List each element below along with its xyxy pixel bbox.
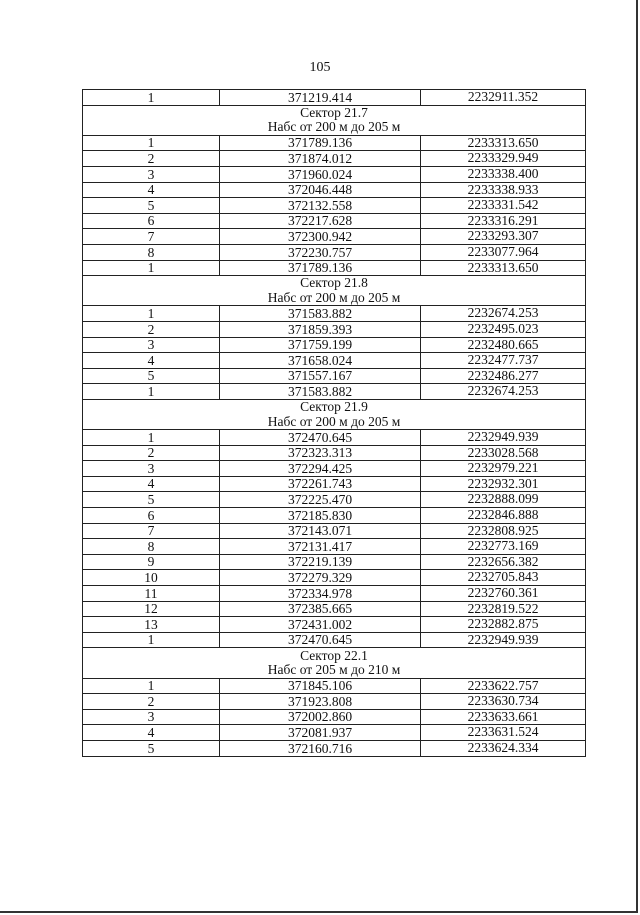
table-row <box>83 229 586 245</box>
x-coordinate: 371859.393 <box>220 321 421 337</box>
table-row <box>83 554 586 570</box>
sector-height-range: Набс от 200 м до 205 м <box>83 414 586 429</box>
x-coordinate: 372470.645 <box>220 632 421 648</box>
point-number: 1 <box>83 260 220 276</box>
point-number: 8 <box>83 244 220 260</box>
x-coordinate: 372143.071 <box>220 523 421 539</box>
point-number: 1 <box>83 632 220 648</box>
y-coordinate: 2232932.301 <box>421 476 586 492</box>
x-coordinate: 371219.414 <box>220 90 421 106</box>
y-coordinate: 2233329.949 <box>421 151 586 167</box>
point-number: 1 <box>83 430 220 446</box>
table-row <box>83 539 586 555</box>
table-row <box>83 725 586 741</box>
point-number: 2 <box>83 151 220 167</box>
x-coordinate: 372230.757 <box>220 244 421 260</box>
point-number: 13 <box>83 617 220 633</box>
y-coordinate: 2232495.023 <box>421 321 586 337</box>
y-coordinate: 2232656.382 <box>421 554 586 570</box>
x-coordinate: 372323.313 <box>220 445 421 461</box>
x-coordinate: 372385.665 <box>220 601 421 617</box>
x-coordinate: 372081.937 <box>220 725 421 741</box>
table-row <box>83 213 586 229</box>
point-number: 4 <box>83 353 220 369</box>
sector-title: Сектор 21.7 <box>83 105 586 120</box>
table-row <box>83 570 586 586</box>
y-coordinate: 2232674.253 <box>421 384 586 400</box>
sector-height-range-row <box>83 120 586 135</box>
table-row <box>83 445 586 461</box>
point-number: 1 <box>83 306 220 322</box>
sector-title-row <box>83 276 586 291</box>
x-coordinate: 371658.024 <box>220 353 421 369</box>
x-coordinate: 372279.329 <box>220 570 421 586</box>
sector-title-row <box>83 399 586 414</box>
table-row <box>83 709 586 725</box>
point-number: 7 <box>83 229 220 245</box>
point-number: 3 <box>83 461 220 477</box>
table-row <box>83 601 586 617</box>
point-number: 9 <box>83 554 220 570</box>
x-coordinate: 372219.139 <box>220 554 421 570</box>
table-row <box>83 321 586 337</box>
point-number: 6 <box>83 213 220 229</box>
sector-title: Сектор 22.1 <box>83 648 586 663</box>
point-number: 1 <box>83 384 220 400</box>
point-number: 5 <box>83 740 220 756</box>
point-number: 3 <box>83 709 220 725</box>
table-row <box>83 151 586 167</box>
y-coordinate: 2233633.661 <box>421 709 586 725</box>
y-coordinate: 2232477.737 <box>421 353 586 369</box>
sector-title: Сектор 21.9 <box>83 399 586 414</box>
coordinates-table-body <box>83 90 586 757</box>
x-coordinate: 372217.628 <box>220 213 421 229</box>
y-coordinate: 2232949.939 <box>421 430 586 446</box>
point-number: 7 <box>83 523 220 539</box>
table-row <box>83 617 586 633</box>
sector-height-range: Набс от 200 м до 205 м <box>83 291 586 306</box>
table-row <box>83 306 586 322</box>
x-coordinate: 372160.716 <box>220 740 421 756</box>
point-number: 1 <box>83 90 220 106</box>
table-row <box>83 244 586 260</box>
table-row <box>83 523 586 539</box>
x-coordinate: 372132.558 <box>220 198 421 214</box>
point-number: 8 <box>83 539 220 555</box>
x-coordinate: 371789.136 <box>220 260 421 276</box>
y-coordinate: 2232480.665 <box>421 337 586 353</box>
point-number: 4 <box>83 182 220 198</box>
y-coordinate: 2232674.253 <box>421 306 586 322</box>
table-row <box>83 384 586 400</box>
sector-height-range-row <box>83 414 586 429</box>
y-coordinate: 2232486.277 <box>421 368 586 384</box>
point-number: 1 <box>83 678 220 694</box>
table-row <box>83 182 586 198</box>
table-row <box>83 586 586 602</box>
point-number: 10 <box>83 570 220 586</box>
y-coordinate: 2233077.964 <box>421 244 586 260</box>
y-coordinate: 2233338.400 <box>421 166 586 182</box>
point-number: 5 <box>83 492 220 508</box>
x-coordinate: 372334.978 <box>220 586 421 602</box>
x-coordinate: 372002.860 <box>220 709 421 725</box>
x-coordinate: 372470.645 <box>220 430 421 446</box>
table-row <box>83 353 586 369</box>
x-coordinate: 372300.942 <box>220 229 421 245</box>
table-row <box>83 461 586 477</box>
x-coordinate: 372294.425 <box>220 461 421 477</box>
y-coordinate: 2232819.522 <box>421 601 586 617</box>
point-number: 1 <box>83 135 220 151</box>
point-number: 6 <box>83 508 220 524</box>
table-row <box>83 476 586 492</box>
y-coordinate: 2233313.650 <box>421 135 586 151</box>
y-coordinate: 2232773.169 <box>421 539 586 555</box>
sector-title-row <box>83 105 586 120</box>
sector-height-range: Набс от 200 м до 205 м <box>83 120 586 135</box>
x-coordinate: 372431.002 <box>220 617 421 633</box>
sector-height-range: Набс от 205 м до 210 м <box>83 663 586 678</box>
y-coordinate: 2232911.352 <box>421 90 586 106</box>
sector-title: Сектор 21.8 <box>83 276 586 291</box>
x-coordinate: 371759.199 <box>220 337 421 353</box>
table-row <box>83 492 586 508</box>
x-coordinate: 372225.470 <box>220 492 421 508</box>
point-number: 4 <box>83 476 220 492</box>
table-row <box>83 260 586 276</box>
table-row <box>83 337 586 353</box>
point-number: 2 <box>83 321 220 337</box>
table-row <box>83 368 586 384</box>
table-row <box>83 430 586 446</box>
y-coordinate: 2232979.221 <box>421 461 586 477</box>
y-coordinate: 2232888.099 <box>421 492 586 508</box>
x-coordinate: 371583.882 <box>220 384 421 400</box>
table-row <box>83 198 586 214</box>
y-coordinate: 2233622.757 <box>421 678 586 694</box>
table-row <box>83 90 586 106</box>
coordinates-table <box>82 89 586 757</box>
page-number: 105 <box>309 60 331 75</box>
y-coordinate: 2233331.542 <box>421 198 586 214</box>
table-row <box>83 508 586 524</box>
y-coordinate: 2233293.307 <box>421 229 586 245</box>
x-coordinate: 371583.882 <box>220 306 421 322</box>
point-number: 11 <box>83 586 220 602</box>
table-row <box>83 694 586 710</box>
table-row <box>83 135 586 151</box>
y-coordinate: 2232760.361 <box>421 586 586 602</box>
sector-height-range-row <box>83 663 586 678</box>
y-coordinate: 2233316.291 <box>421 213 586 229</box>
point-number: 4 <box>83 725 220 741</box>
y-coordinate: 2232846.888 <box>421 508 586 524</box>
x-coordinate: 371789.136 <box>220 135 421 151</box>
y-coordinate: 2233338.933 <box>421 182 586 198</box>
sector-title-row <box>83 648 586 663</box>
point-number: 12 <box>83 601 220 617</box>
x-coordinate: 371874.012 <box>220 151 421 167</box>
point-number: 3 <box>83 337 220 353</box>
x-coordinate: 371557.167 <box>220 368 421 384</box>
x-coordinate: 372046.448 <box>220 182 421 198</box>
x-coordinate: 371923.808 <box>220 694 421 710</box>
y-coordinate: 2232808.925 <box>421 523 586 539</box>
point-number: 2 <box>83 445 220 461</box>
y-coordinate: 2232949.939 <box>421 632 586 648</box>
x-coordinate: 372185.830 <box>220 508 421 524</box>
y-coordinate: 2233624.334 <box>421 740 586 756</box>
point-number: 5 <box>83 198 220 214</box>
y-coordinate: 2233028.568 <box>421 445 586 461</box>
y-coordinate: 2233313.650 <box>421 260 586 276</box>
table-row <box>83 166 586 182</box>
point-number: 3 <box>83 166 220 182</box>
x-coordinate: 371960.024 <box>220 166 421 182</box>
y-coordinate: 2232705.843 <box>421 570 586 586</box>
y-coordinate: 2232882.875 <box>421 617 586 633</box>
point-number: 5 <box>83 368 220 384</box>
y-coordinate: 2233630.734 <box>421 694 586 710</box>
x-coordinate: 372261.743 <box>220 476 421 492</box>
table-row <box>83 632 586 648</box>
y-coordinate: 2233631.524 <box>421 725 586 741</box>
x-coordinate: 371845.106 <box>220 678 421 694</box>
x-coordinate: 372131.417 <box>220 539 421 555</box>
table-row <box>83 740 586 756</box>
sector-height-range-row <box>83 291 586 306</box>
point-number: 2 <box>83 694 220 710</box>
table-row <box>83 678 586 694</box>
